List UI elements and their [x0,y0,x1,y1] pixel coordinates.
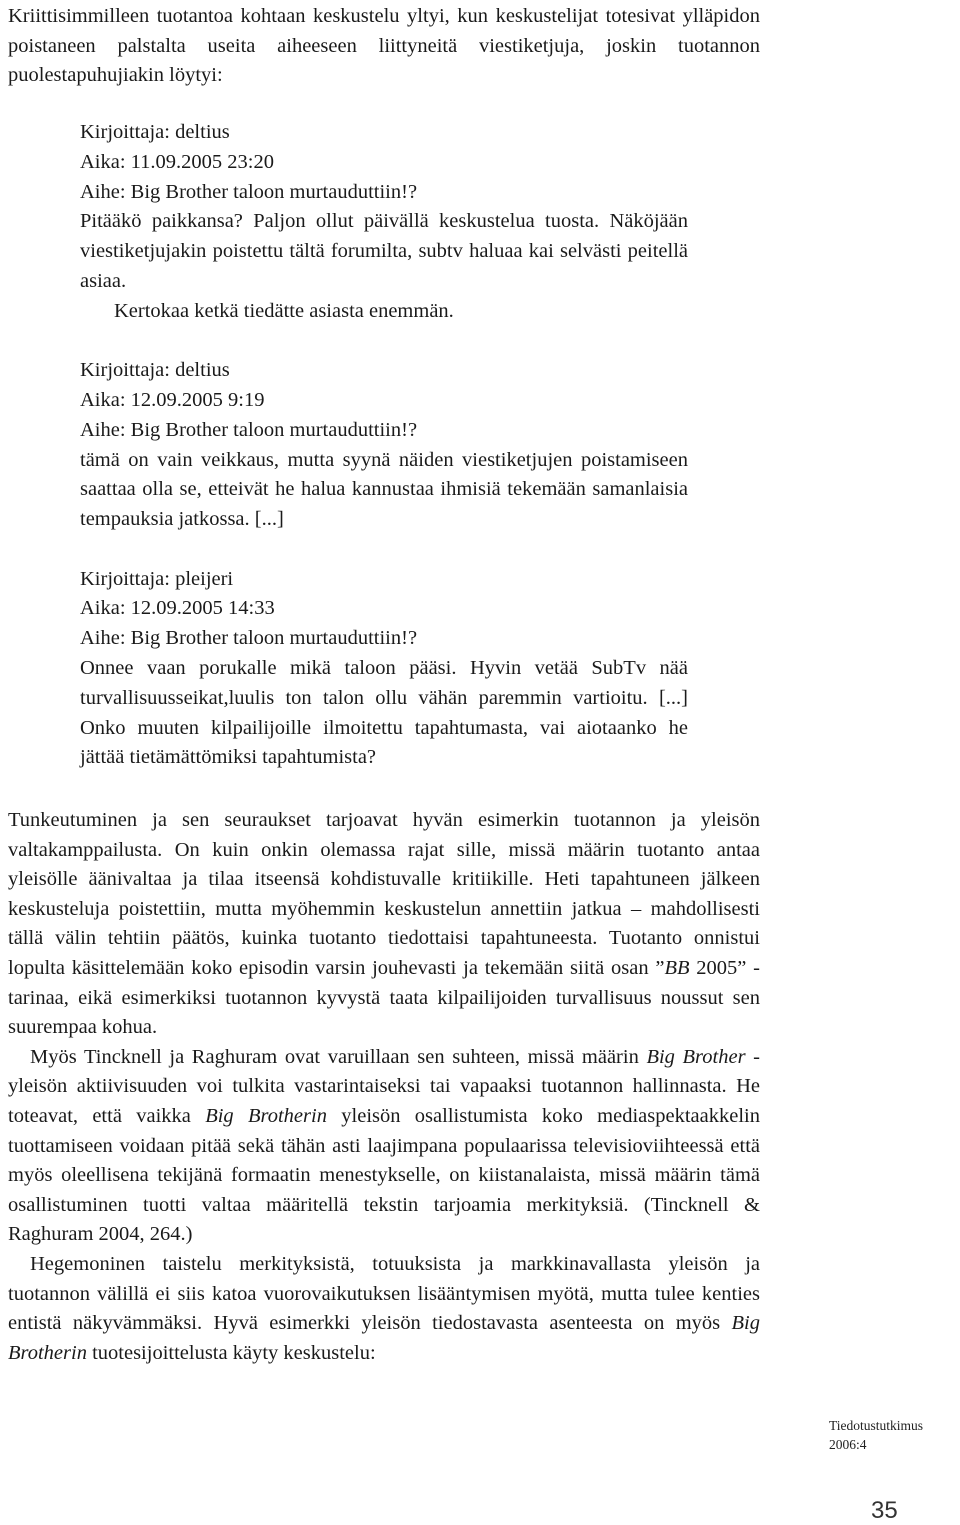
paragraph-2: Myös Tincknell ja Raghuram ovat varuillaan sen suhteen, missä määrin Big Brother -yleisön aktiivisuuden voi tulkita vastarintaiseksi tai vapaaksi tuotannon hallinnasta. He toteavat, että vaikka Big Brotherin yleisön osallistumista koko mediaspektaakkelin tuottamiseen voidaan pitää sekä tähän asti laajimpana populaarissa televisioviihteessä että myös oleellisena tekijänä formaatin menestykselle, on kiistanalaista, missä määrin tämä osallistuminen tuotti valtaa määritellä tekstin tarjoamia merkityksiä. (Tincknell & Raghuram 2004, 264.) [8,1045,761,1246]
post-body-continued: Kertokaa ketkä tiedätte asiasta enemmän. [114,299,454,322]
intro-text: Kriittisimmilleen tuotantoa kohtaan keskustelu yltyi, kun keskustelijat totesivat ylläpidon poistaneen palstalta useita aiheeseen liittyneitä viestiketjuja, joskin tuotannon puolestapuhujiakin löytyi: [8,5,760,86]
forum-quotes [80,118,688,803]
forum-post [80,356,688,535]
forum-post [80,118,688,327]
journal-sidebar [829,1416,923,1454]
journal-name: Tiedotustutkimus [829,1418,924,1433]
post-body: Pitääkö paikkansa? Paljon ollut päivällä keskustelua tuosta. Näköjään viestiketjujakin poistettu tältä forumilta, subtv haluaa kai selvästi peitellä asiaa. [80,210,688,292]
page-number: 35 [871,1497,898,1524]
journal-issue: 2006:4 [829,1437,867,1452]
post-author: Kirjoittaja: deltius [80,359,230,382]
post-subject: Aihe: Big Brother taloon murtauduttiin!? [80,180,418,203]
post-body: tämä on vain veikkaus, mutta syynä näiden viestiketjujen poistamiseen saattaa olla se, etteivät he halua kannustaa ihmisiä tekemään samanlaisia tempauksia jatkossa. [...] [80,448,688,531]
forum-post [80,565,688,774]
post-time: Aika: 12.09.2005 9:19 [80,388,265,411]
post-body: Onnee vaan porukalle mikä taloon pääsi. Hyvin vetää SubTv nää turvallisuusseikat,luulis ton talon ollu vähän paremmin vartioitu. [...] Onko muuten kilpailijoille ilmoitettu tapahtumasta, vai aiotaanko he jättää tietämättömiksi tapahtumista? [80,656,688,769]
post-author: Kirjoittaja: pleijeri [80,567,234,590]
intro-paragraph [8,2,760,91]
paragraph-3: Hegemoninen taistelu merkityksistä, totuuksista ja markkinavallasta yleisön ja tuotannon välillä ei siis katoa vuorovaikutuksen lisääntymisen myötä, mutta tulee kenties entistä näkyvämmäksi. Hyvä esimerkki yleisön tiedostavasta asenteesta on myös Big Brotherin tuotesijoittelusta käyty keskustelu: [8,1252,760,1364]
body-text [8,806,760,1368]
paragraph-1: Tunkeutuminen ja sen seuraukset tarjoavat hyvän esimerkin tuotannon ja yleisön valtakamppailusta. On kuin onkin olemassa rajat sille, missä määrin tuotanto antaa yleisölle äänivaltaa ja tilaa itseensä kohdistuvalle kritiikille. Heti tapahtuneen jälkeen keskusteluja poistettiin, mutta myöhemmin keskustelun annettiin jatkua – mahdollisesti tällä välin tehtiin päätös, kuinka tuotanto tiedottaisi tapahtuneesta. Tuotanto onnistui lopulta käsittelemään koko episodin varsin jouhevasti ja tekemään siitä osan ”BB 2005” -tarinaa, eikä esimerkiksi tuotannon kyvystä taata kilpailijoiden turvallisuus noussut sen suurempaa kohua. [8,809,760,1039]
post-author: Kirjoittaja: deltius [80,121,230,143]
post-subject: Aihe: Big Brother taloon murtauduttiin!? [80,627,418,650]
post-time: Aika: 11.09.2005 23:20 [80,150,274,173]
post-time: Aika: 12.09.2005 14:33 [80,597,275,620]
post-subject: Aihe: Big Brother taloon murtauduttiin!? [80,418,418,441]
